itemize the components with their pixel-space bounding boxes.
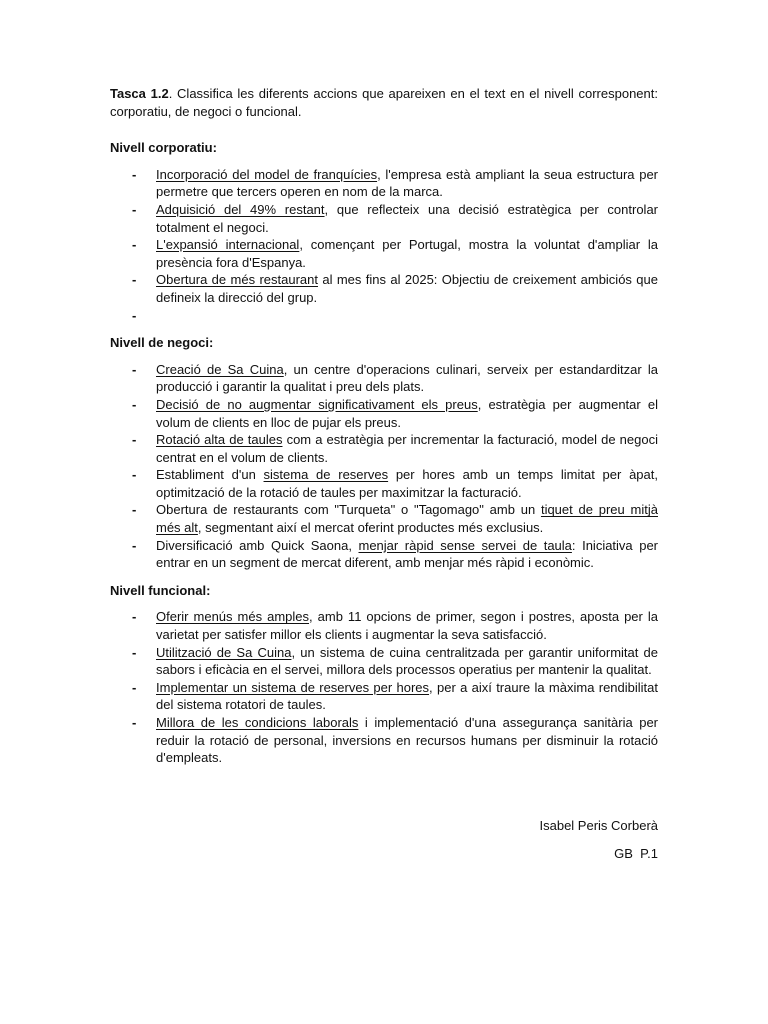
list-item [110,608,658,643]
item-text: : Iniciativa per entrar en un segment de mercat diferent, amb menjar més ràpid i econòmic. [156,537,658,571]
item-key-phrase: Oferir menús més amples [156,609,310,625]
item-key-phrase: Utilització de Sa Cuina [156,644,292,660]
item-text-pre: Obertura de restaurants com "Turqueta" o "Tagomago" amb un [156,502,541,518]
item-key-phrase: Millora de les condicions laborals [156,715,359,730]
bullet-dash: - [132,237,137,253]
item-text: i implementació d'una assegurança sanitària per reduir la rotació de personal, inversions en recursos humans per disminuir la rotació d'empleats. [156,715,659,766]
item-key-phrase: Incorporació del model de franquícies [156,166,378,182]
item-text: com a estratègia per incrementar la facturació, model de negoci centrat en el volum de clients. [156,432,658,465]
list-item [110,431,658,466]
bullet-dash: - [132,467,137,483]
item-key-phrase: tiquet de preu mitjà més alt [156,502,658,536]
list-item [110,166,658,201]
bullet-dash: - [132,361,137,377]
item-key-phrase: Decisió de no augmentar significativament els preus [156,396,478,412]
item-text-pre: Diversificació amb Quick Saona, [156,537,359,553]
item-key-phrase: Obertura de més restaurant [156,272,318,288]
bullet-dash: - [132,307,137,323]
list-item [110,501,658,536]
item-key-phrase: Adquisició del 49% restant [156,201,325,217]
item-text: , l'empresa està ampliant la seua estructura per permetre que tercers operen en nom de la marca. [156,166,659,200]
list-item [110,236,658,271]
list-item [110,396,658,431]
bullet-dash: - [132,166,137,182]
author-name: Isabel Peris Corberà [539,818,658,833]
list-item [110,361,658,396]
item-text: , que reflecteix una decisió estratègica per controlar totalment el negoci. [156,201,659,235]
task-text: . Classifica les diferents accions que apareixen en el text en el nivell corresponent: corporatiu, de negoci o funcional. [110,86,658,119]
bullet-dash: - [132,537,137,553]
bullet-dash: - [132,502,137,518]
item-key-phrase: menjar ràpid sense servei de taula [358,537,572,553]
task-label: Tasca 1.2 [110,86,169,101]
item-key-phrase: Creació de Sa Cuina [156,361,284,377]
item-text: , segmentant així el mercat oferint productes més exclusius. [197,520,544,536]
item-text: al mes fins al 2025: Objectiu de creixement ambiciós que defineix la direcció del grup. [156,272,658,305]
task-statement [110,85,658,120]
item-text: , un sistema de cuina centralitzada per garantir uniformitat de sabors i eficàcia en el servei, millora dels processos operatius per mantenir la qualitat. [156,644,658,678]
item-text: , estratègia per augmentar el volum de clients en lloc de pujar els preus. [156,396,658,430]
bullet-dash: - [132,609,137,625]
item-text: per hores amb un temps limitat per àpat, optimització de la rotació de taules per maximitzar la facturació. [156,467,658,500]
list-item [110,714,658,767]
sections-container [110,139,658,767]
bullet-list [110,608,658,766]
document-body [110,85,658,767]
bullet-dash: - [132,644,137,660]
list-item [110,644,658,679]
bullet-list [110,361,658,572]
section-heading: Nivell de negoci: [110,335,214,351]
bullet-dash: - [132,432,137,448]
item-text: , un centre d'operacions culinari, serveix per estandarditzar la producció i garantir la qualitat i preu dels plats. [156,361,658,395]
item-key-phrase: sistema de reserves [263,467,389,483]
bullet-list [110,166,658,324]
bullet-dash: - [132,272,137,288]
list-item [110,271,658,306]
item-key-phrase: L'expansió internacional [156,237,300,253]
list-item [110,201,658,236]
section-heading: Nivell corporatiu: [110,140,217,156]
item-text-pre: Establiment d'un [156,467,264,483]
bullet-dash: - [132,679,137,695]
section-heading: Nivell funcional: [110,582,211,598]
item-key-phrase: Rotació alta de taules [156,432,283,448]
bullet-dash: - [132,715,137,730]
item-text: , amb 11 opcions de primer, segon i postres, aposta per la varietat per satisfer millor els clients i augmentar la seva satisfacció. [156,609,658,643]
list-item [110,307,658,325]
bullet-dash: - [132,396,137,412]
item-key-phrase: Implementar un sistema de reserves per hores [156,679,430,695]
item-text: , per a així traure la màxima rendibilitat del sistema rotatori de taules. [156,679,658,713]
list-item [110,679,658,714]
group-label: GB P.1 [614,846,658,861]
bullet-dash: - [132,201,137,217]
list-item [110,537,658,572]
item-text: , començant per Portugal, mostra la voluntat d'ampliar la presència fora d'Espanya. [156,237,658,270]
list-item [110,466,658,501]
